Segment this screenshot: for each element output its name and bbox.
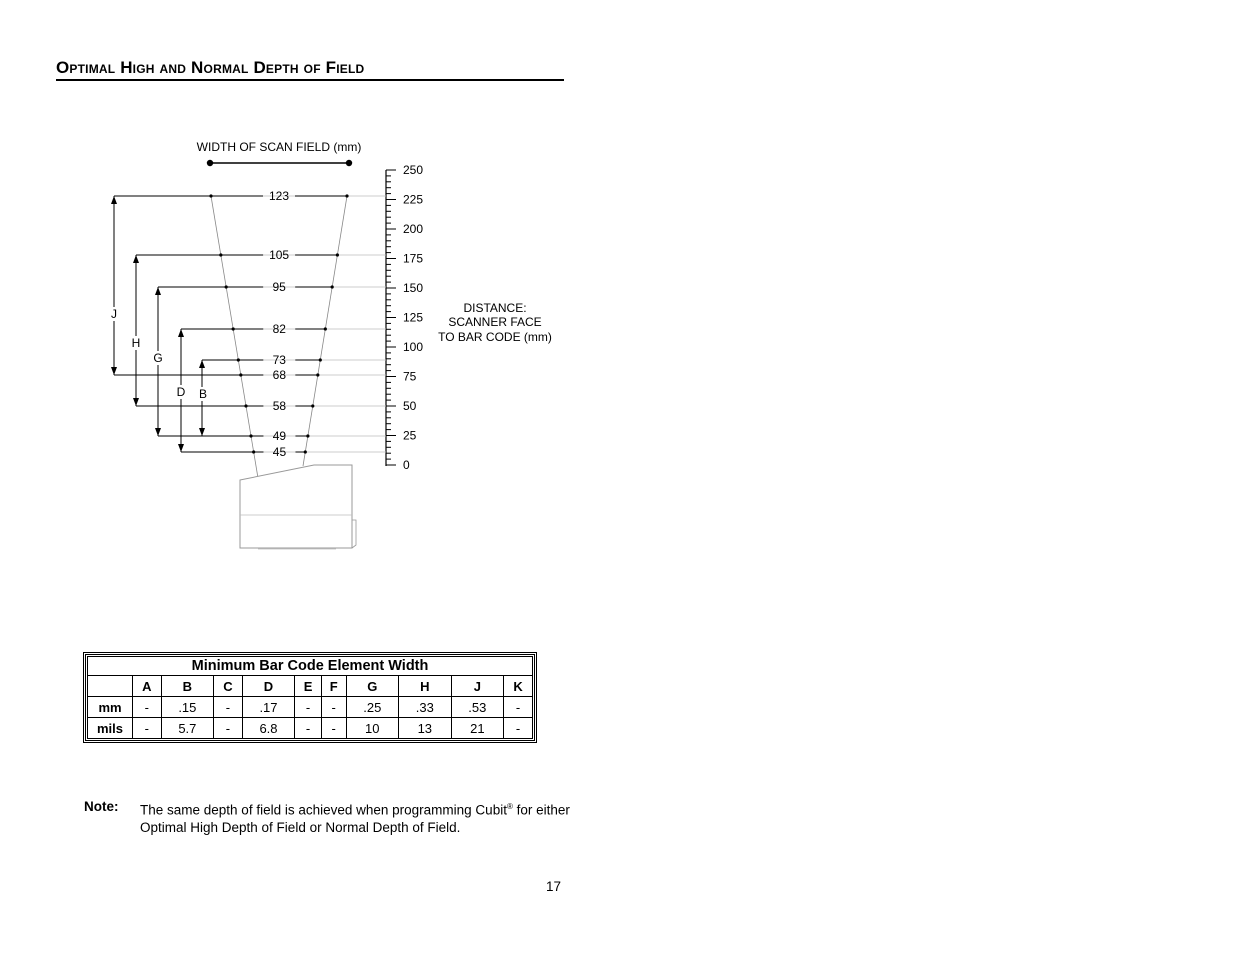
range-arrow-down: [133, 398, 139, 406]
column-header: H: [399, 676, 452, 697]
table-cell: .33: [399, 697, 452, 718]
scale-tick-label: 75: [403, 369, 417, 384]
column-header: F: [321, 676, 346, 697]
scale-tick-label: 225: [403, 192, 424, 207]
distance-guides: [211, 196, 386, 452]
table-cell: -: [133, 697, 162, 718]
width-value-label: 58: [272, 399, 287, 413]
range-letter: D: [176, 385, 186, 399]
table-cell: 21: [451, 718, 504, 739]
registered-mark: ®: [506, 802, 513, 811]
table-cell: -: [214, 718, 243, 739]
width-value-label: 105: [269, 248, 290, 262]
range-bracket: [107, 196, 241, 375]
width-indicator-left-dot: [207, 160, 213, 166]
table-cell: 10: [346, 718, 399, 739]
note-text-part: for either Optimal High Depth of Field or Normal Depth of Field.: [140, 802, 570, 835]
range-letter: H: [131, 336, 141, 350]
table-cell: .17: [242, 697, 295, 718]
width-of-scan-field-label: WIDTH OF SCAN FIELD (mm): [196, 140, 362, 154]
range-arrow-up: [178, 329, 184, 337]
table-row: [88, 697, 533, 718]
range-arrow-up: [155, 287, 161, 295]
table-cell: .15: [161, 697, 214, 718]
column-header: K: [504, 676, 533, 697]
width-value-label: 73: [272, 353, 286, 367]
table-cell: .25: [346, 697, 399, 718]
column-header: B: [161, 676, 214, 697]
range-arrow-up: [199, 360, 205, 368]
min-element-width-table: [83, 652, 537, 743]
scale-tick-label: 200: [403, 222, 424, 236]
range-letter: J: [111, 307, 117, 321]
width-value-label: 95: [272, 280, 286, 294]
range-arrow-down: [199, 428, 205, 436]
scale-tick-label: 100: [403, 340, 424, 354]
scale-tick-label: 175: [403, 251, 424, 266]
width-endpoint: [316, 373, 319, 376]
scale-tick-label: 25: [403, 428, 417, 443]
column-header: A: [133, 676, 162, 697]
width-endpoint: [331, 285, 334, 288]
table-caption: Minimum Bar Code Element Width: [88, 657, 533, 676]
column-header: E: [295, 676, 322, 697]
width-endpoint: [311, 404, 314, 407]
table-cell: .53: [451, 697, 504, 718]
range-brackets: [107, 196, 254, 452]
column-header: D: [242, 676, 295, 697]
table-header-row: [88, 676, 533, 697]
range-arrow-up: [133, 255, 139, 263]
row-label: mils: [88, 718, 133, 739]
width-endpoint: [336, 253, 339, 256]
column-header: J: [451, 676, 504, 697]
table-cell: -: [295, 697, 322, 718]
table-corner-cell: [88, 676, 133, 697]
range-arrow-down: [155, 428, 161, 436]
table-cell: 13: [399, 718, 452, 739]
table-cell: -: [133, 718, 162, 739]
width-endpoint: [345, 194, 348, 197]
table-row: [88, 718, 533, 739]
column-header: G: [346, 676, 399, 697]
table-cell: 5.7: [161, 718, 214, 739]
distance-label-line-2: SCANNER FACE: [448, 315, 542, 329]
range-letter: B: [198, 387, 208, 401]
range-letter: G: [153, 351, 163, 365]
scanner-body: [240, 465, 352, 548]
row-label: mm: [88, 697, 133, 718]
width-endpoint: [306, 434, 309, 437]
range-bracket: [151, 287, 251, 436]
distance-label-line-1: DISTANCE:: [463, 301, 527, 315]
table-cell: -: [321, 718, 346, 739]
scanner-outline: [240, 465, 356, 549]
note-text-part: The same depth of field is achieved when programming Cubit: [140, 802, 507, 818]
scale-tick-label: 50: [403, 399, 417, 413]
range-arrow-up: [111, 196, 117, 204]
table-cell: -: [295, 718, 322, 739]
note-label: Note:: [84, 799, 119, 814]
distance-label-line-3: TO BAR CODE (mm): [438, 330, 552, 344]
range-arrow-down: [111, 367, 117, 375]
range-arrow-down: [178, 444, 184, 452]
page-title: Optimal High and Normal Depth of Field: [56, 58, 564, 81]
width-indicator-right-dot: [346, 160, 352, 166]
note-text: [140, 798, 580, 836]
width-value-label: 49: [272, 429, 287, 443]
range-bracket: [129, 255, 246, 406]
width-endpoint: [304, 450, 307, 453]
scale-tick-label: 250: [403, 163, 424, 177]
column-header: C: [214, 676, 243, 697]
table-cell: -: [214, 697, 243, 718]
scan-beam: [209, 189, 348, 478]
scale-tick-label: 150: [403, 281, 424, 295]
table-cell: -: [321, 697, 346, 718]
width-endpoint: [319, 358, 322, 361]
scale-tick-label: 125: [403, 310, 424, 325]
beam-right-edge: [303, 196, 347, 466]
scanner-side: [352, 520, 356, 548]
scale-tick-label: 0: [403, 458, 410, 472]
table-cell: -: [504, 697, 533, 718]
width-endpoint: [324, 327, 327, 330]
width-value-label: 45: [272, 445, 287, 459]
table-cell: -: [504, 718, 533, 739]
width-value-label: 68: [272, 368, 287, 382]
table-cell: 6.8: [242, 718, 295, 739]
width-value-label: 123: [268, 189, 290, 203]
width-value-label: 82: [272, 322, 286, 336]
page-number: 17: [546, 879, 562, 894]
distance-scale: [386, 163, 423, 472]
range-bracket: [196, 360, 251, 436]
range-bracket: [174, 329, 254, 452]
